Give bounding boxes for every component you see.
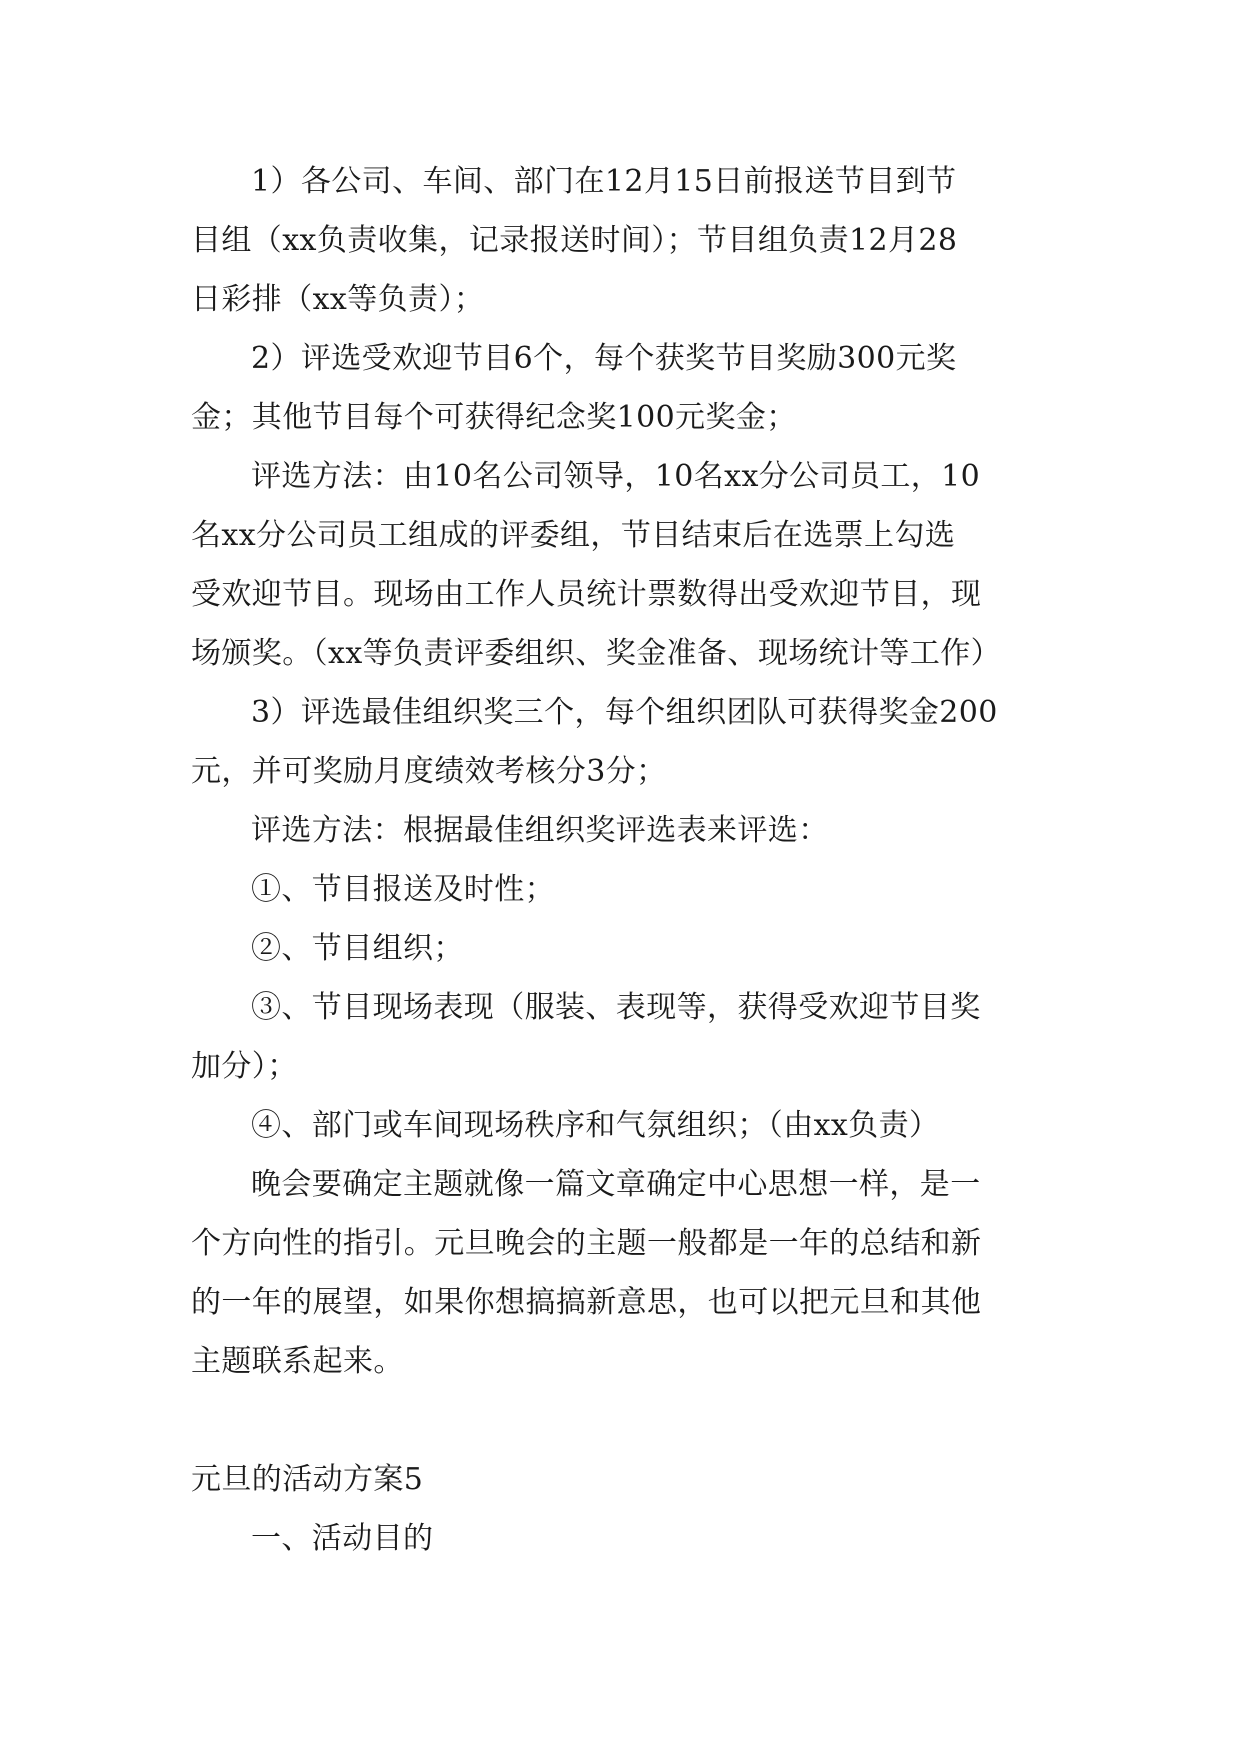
paragraph-popular-method: 评选方法：由10名公司领导，10名xx分公司员工，10 名xx分公司员工组成的评委组，节目结束后在选票上勾选 受欢迎节目。现场由工作人员统计票数得出受欢迎节目，现 场颁奖。（xx等负责评委组织、奖金准备、现场统计等工作） [191, 459, 1002, 671]
paragraph-theme: 晚会要确定主题就像一篇文章确定中心思想一样，是一 个方向性的指引。元旦晚会的主题一般都是一年的总结和新 的一年的展望，如果你想搞搞新意思，也可以把元旦和其他 主题联系起来。 [191, 1167, 982, 1379]
criteria-item-4: ④、部门或车间现场秩序和气氛组织；（由xx负责） [251, 1108, 940, 1143]
criteria-item-2: ②、节目组织； [251, 931, 464, 966]
criteria-item-3: ③、节目现场表现（服装、表现等，获得受欢迎节目奖 加分）； [191, 990, 981, 1084]
sub-heading: 一、活动目的 [251, 1521, 434, 1556]
section-title: 元旦的活动方案5 [191, 1462, 424, 1497]
paragraph-popular-award: 2）评选受欢迎节目6个，每个获奖节目奖励300元奖 金；其他节目每个可获得纪念奖100元奖金； [191, 341, 957, 435]
paragraph-organization-method: 评选方法：根据最佳组织奖评选表来评选： [251, 813, 829, 848]
paragraph-organization-award: 3）评选最佳组织奖三个，每个组织团队可获得奖金200 元，并可奖励月度绩效考核分3分； [191, 695, 998, 789]
criteria-item-1: ①、节目报送及时性； [251, 872, 555, 907]
document-body [191, 152, 1051, 1568]
paragraph-submission-schedule: 1）各公司、车间、部门在12月15日前报送节目到节 目组（xx负责收集，记录报送时间）；节目组负责12月28 日彩排（xx等负责）； [191, 164, 958, 317]
